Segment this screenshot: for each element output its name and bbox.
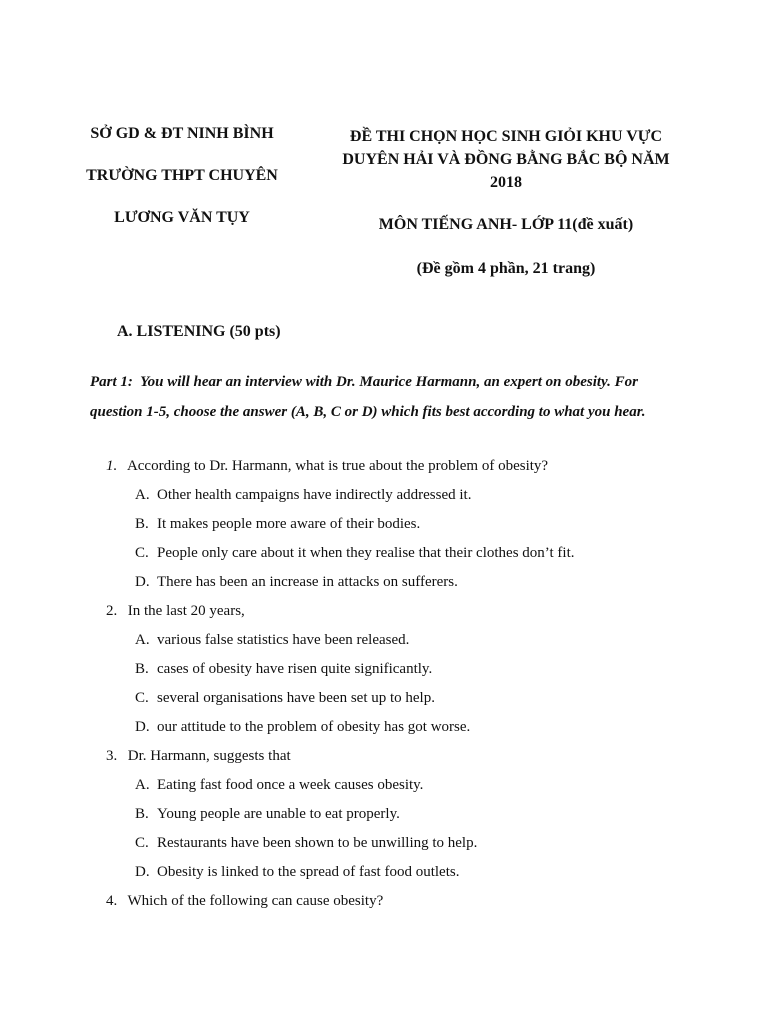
option-3c: C. Restaurants have been shown to be unwilling to help. bbox=[135, 835, 478, 851]
question-4 bbox=[106, 893, 383, 910]
part1-label: Part 1: bbox=[90, 374, 133, 390]
option-3d: D. Obesity is linked to the spread of fast food outlets. bbox=[135, 864, 460, 880]
section-title: A. LISTENING (50 pts) bbox=[117, 323, 281, 340]
exam-subject: MÔN TIẾNG ANH- LỚP 11(đề xuất) bbox=[378, 216, 634, 233]
option-2a: A. various false statistics have been released. bbox=[135, 632, 410, 648]
option-3a: A. Eating fast food once a week causes obesity. bbox=[135, 777, 424, 793]
part1-instructions bbox=[90, 368, 690, 427]
department-name: SỞ GD & ĐT NINH BÌNH bbox=[90, 125, 274, 142]
question-text: According to Dr. Harmann, what is true about the problem of obesity? bbox=[126, 458, 549, 474]
option-2c: C. several organisations have been set up to help. bbox=[135, 690, 435, 706]
option-1b: B. It makes people more aware of their bodies. bbox=[135, 516, 421, 532]
question-1 bbox=[106, 458, 548, 475]
question-text: Which of the following can cause obesity? bbox=[127, 893, 384, 909]
question-text: In the last 20 years, bbox=[127, 603, 245, 619]
exam-note: (Đề gồm 4 phần, 21 trang) bbox=[416, 260, 596, 277]
question-2 bbox=[106, 603, 245, 620]
part1-instruction-text: You will hear an interview with Dr. Maurice Harmann, an expert on obesity. For question 1-5, choose the answer (A, B, C or D) which fits best according to what you hear. bbox=[90, 374, 646, 420]
question-text: Dr. Harmann, suggests that bbox=[127, 748, 291, 764]
question-number: 4. bbox=[106, 893, 118, 909]
school-name-line2: LƯƠNG VĂN TỤY bbox=[114, 209, 250, 226]
question-number: 1. bbox=[106, 458, 118, 474]
exam-title-line2: DUYÊN HẢI VÀ ĐỒNG BẰNG BẮC BỘ NĂM bbox=[342, 151, 670, 168]
option-3b: B. Young people are unable to eat properly. bbox=[135, 806, 400, 822]
option-2d: D. our attitude to the problem of obesity has got worse. bbox=[135, 719, 471, 735]
exam-title-line3: 2018 bbox=[490, 174, 522, 191]
option-2b: B. cases of obesity have risen quite significantly. bbox=[135, 661, 433, 677]
option-1d: D. There has been an increase in attacks on sufferers. bbox=[135, 574, 458, 590]
school-name-line1: TRƯỜNG THPT CHUYÊN bbox=[86, 167, 278, 184]
exam-title-line1: ĐỀ THI CHỌN HỌC SINH GIỎI KHU VỰC bbox=[349, 128, 663, 145]
question-number: 3. bbox=[106, 748, 118, 764]
question-3 bbox=[106, 748, 291, 765]
option-1a: A. Other health campaigns have indirectly addressed it. bbox=[135, 487, 472, 503]
option-1c: C. People only care about it when they realise that their clothes don’t fit. bbox=[135, 545, 575, 561]
question-number: 2. bbox=[106, 603, 118, 619]
